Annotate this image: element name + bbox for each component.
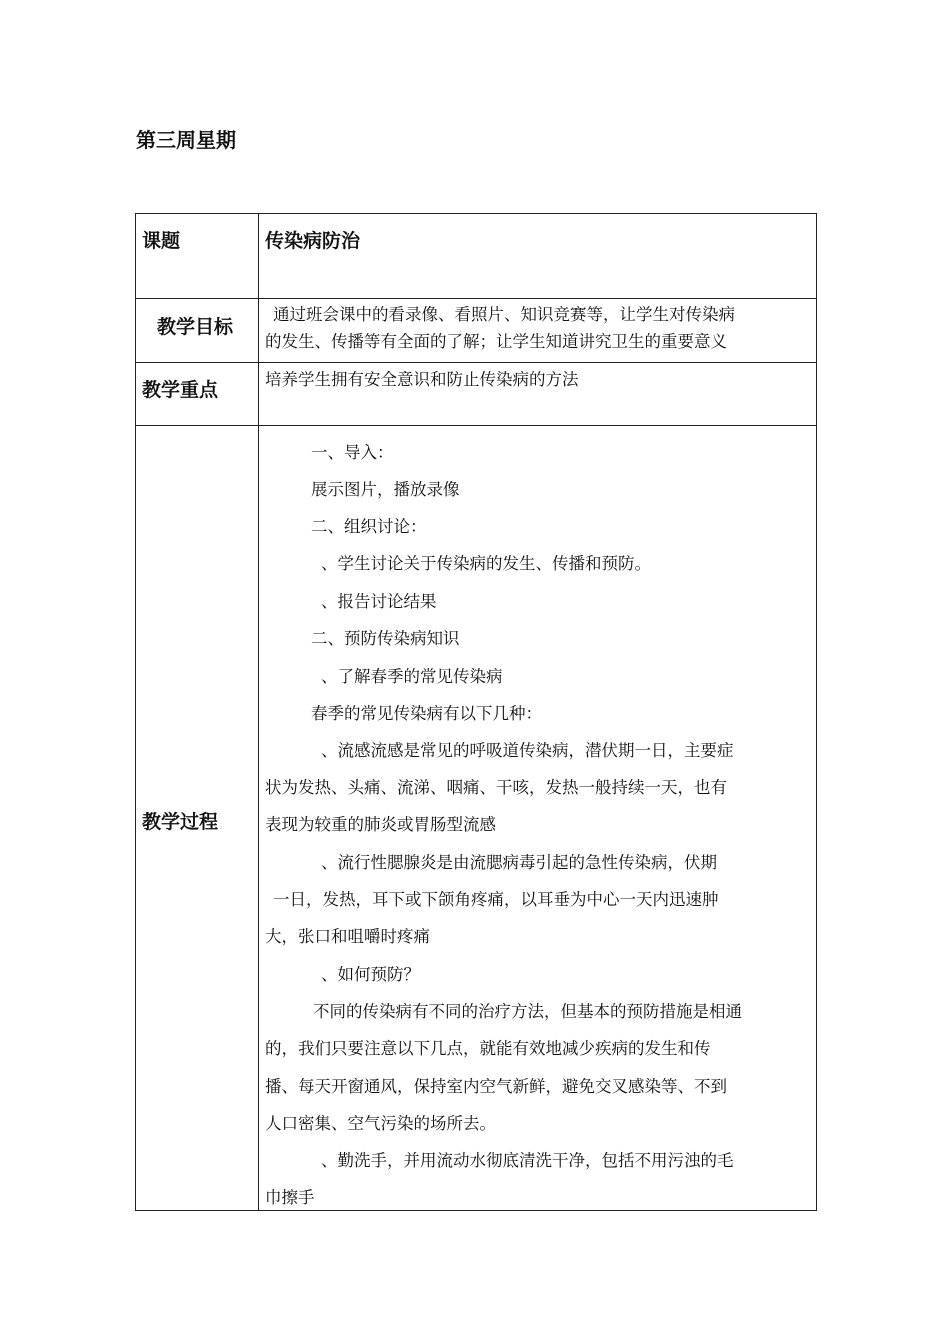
row-label-objectives: 教学目标 — [157, 316, 234, 338]
process-line: 不同的传染病有不同的治疗方法，但基本的预防措施是相通 — [313, 1002, 742, 1021]
process-line: 播、每天开窗通风，保持室内空气新鲜，避免交叉感染等、不到 — [265, 1077, 727, 1096]
process-line: 人口密集、空气污染的场所去。 — [265, 1114, 496, 1133]
row-label-topic: 课题 — [142, 230, 181, 252]
process-line: 展示图片，播放录像 — [311, 480, 460, 499]
process-line: 一、导入： — [311, 443, 394, 462]
process-line: 表现为较重的肺炎或胃肠型流感 — [265, 815, 496, 834]
process-line: 巾擦手 — [265, 1188, 315, 1207]
process-line: 状为发热、头痛、流涕、咽痛、干咳，发热一般持续一天，也有 — [265, 778, 727, 797]
process-line: 、流感流感是常见的呼吸道传染病，潜伏期一日，主要症 — [321, 741, 734, 760]
process-line: 二、预防传染病知识 — [311, 629, 460, 648]
process-line: 春季的常见传染病有以下几种： — [311, 704, 542, 723]
process-line: 一日，发热，耳下或下颌角疼痛，以耳垂为中心一天内迅速肿 — [273, 890, 719, 909]
process-line: 、勤洗手，并用流动水彻底清洗干净，包括不用污浊的毛 — [321, 1151, 734, 1170]
row-label-process: 教学过程 — [142, 811, 219, 833]
topic-value: 传染病防治 — [265, 230, 361, 252]
row-label-key-points: 教学重点 — [142, 379, 219, 401]
process-line: 、了解春季的常见传染病 — [321, 667, 503, 686]
process-line: 、流行性腮腺炎是由流腮病毒引起的急性传染病，伏期 — [321, 853, 717, 872]
process-line: 、报告讨论结果 — [321, 592, 437, 611]
process-line: 、学生讨论关于传染病的发生、传播和预防。 — [321, 554, 651, 573]
process-line: 、如何预防？ — [321, 965, 420, 984]
objectives-line: 的发生、传播等有全面的了解；让学生知道讲究卫生的重要意义 — [265, 332, 727, 351]
page-title: 第三周星期 — [136, 128, 236, 152]
process-line: 大，张口和咀嚼时疼痛 — [265, 927, 430, 946]
lesson-plan-table — [135, 213, 817, 1211]
process-line: 二、组织讨论： — [311, 517, 427, 536]
key-points-value: 培养学生拥有安全意识和防止传染病的方法 — [265, 370, 579, 389]
objectives-line: 通过班会课中的看录像、看照片、知识竞赛等，让学生对传染病 — [273, 305, 735, 324]
process-line: 的，我们只要注意以下几点，就能有效地减少疾病的发生和传 — [265, 1039, 711, 1058]
